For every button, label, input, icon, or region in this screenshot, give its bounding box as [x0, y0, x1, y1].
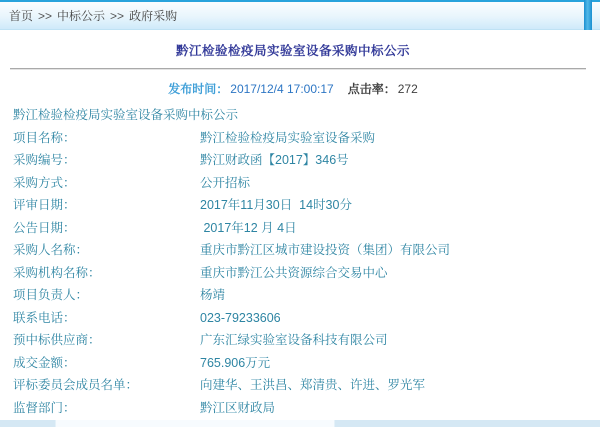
detail-row-label: 项目名称：: [13, 130, 76, 145]
detail-row: [13, 352, 590, 375]
detail-row-value: 765.906万元: [200, 355, 271, 370]
detail-row: [13, 374, 590, 397]
publish-time-value: 2017/12/4 17:00:17: [230, 82, 334, 96]
detail-row: [13, 397, 590, 420]
detail-row-label: 联系电话：: [13, 310, 76, 325]
title-divider: [10, 68, 586, 69]
breadcrumb: [0, 0, 600, 30]
hits-label: 点击率：: [347, 82, 396, 96]
detail-row: [13, 307, 590, 330]
detail-row-label: 采购编号：: [13, 153, 76, 167]
detail-row: [13, 284, 590, 307]
detail-row-value: 重庆市黔江公共资源综合交易中心: [200, 265, 388, 280]
detail-row-label: 预中标供应商：: [13, 333, 101, 347]
detail-row: [13, 149, 590, 172]
detail-row-value: 公开招标: [200, 175, 251, 190]
horizontal-scrollbar[interactable]: [0, 420, 600, 427]
detail-row: [13, 262, 590, 285]
detail-row-value: 黔江区财政局: [200, 400, 276, 415]
detail-row-value: 杨靖: [200, 288, 226, 302]
detail-row-label: 采购机构名称：: [13, 265, 101, 280]
detail-row: [13, 329, 590, 352]
breadcrumb-separator: >>: [110, 8, 125, 23]
detail-row-value: 广东汇绿实验室设备科技有限公司: [200, 333, 388, 347]
detail-row-label: 评审日期：: [13, 198, 76, 212]
detail-row-label: 监督部门：: [13, 400, 76, 415]
breadcrumb-link-home[interactable]: 首页: [9, 9, 34, 23]
details-table: [13, 104, 590, 419]
breadcrumb-separator: >>: [38, 8, 53, 23]
publish-time-label: 发布时间：: [168, 82, 229, 96]
detail-row-label: 公告日期：: [13, 220, 76, 235]
detail-row-value: 2017年12 月 4日: [200, 220, 297, 235]
detail-row-label: 成交金额：: [13, 355, 76, 370]
detail-row: [13, 172, 590, 195]
hits-value: 272: [397, 82, 418, 96]
detail-row-value: 2017年11月30日 14时30分: [200, 198, 352, 212]
detail-row-label: 项目负责人：: [13, 288, 89, 302]
detail-row-value: 黔江财政函【2017】346号: [200, 153, 349, 167]
breadcrumb-link-bid-results[interactable]: 中标公示: [57, 9, 106, 23]
detail-row-value: 黔江检验检疫局实验室设备采购: [200, 130, 376, 145]
page-title: 黔江检验检疫局实验室设备采购中标公示: [175, 44, 410, 58]
detail-row-value: 023-79233606: [200, 310, 281, 325]
detail-row-value: 重庆市黔江区城市建设投资（集团）有限公司: [200, 243, 451, 257]
detail-row: [13, 194, 590, 217]
breadcrumb-link-gov-procurement[interactable]: 政府采购: [129, 9, 178, 23]
meta-line: [0, 80, 586, 97]
vertical-scrollbar-thumb[interactable]: [584, 0, 592, 30]
detail-row-value: 向建华、王洪昌、郑清贵、许进、罗光军: [200, 378, 426, 392]
detail-row: [13, 127, 590, 150]
detail-row: [13, 217, 590, 240]
detail-row: [13, 239, 590, 262]
article-subtitle: 黔江检验检疫局实验室设备采购中标公示: [13, 108, 239, 122]
horizontal-scrollbar-thumb[interactable]: [55, 420, 335, 427]
detail-row-label: 评标委员会成员名单：: [13, 378, 139, 392]
detail-row-label: 采购人名称：: [13, 243, 89, 257]
detail-row-label: 采购方式：: [13, 175, 76, 190]
